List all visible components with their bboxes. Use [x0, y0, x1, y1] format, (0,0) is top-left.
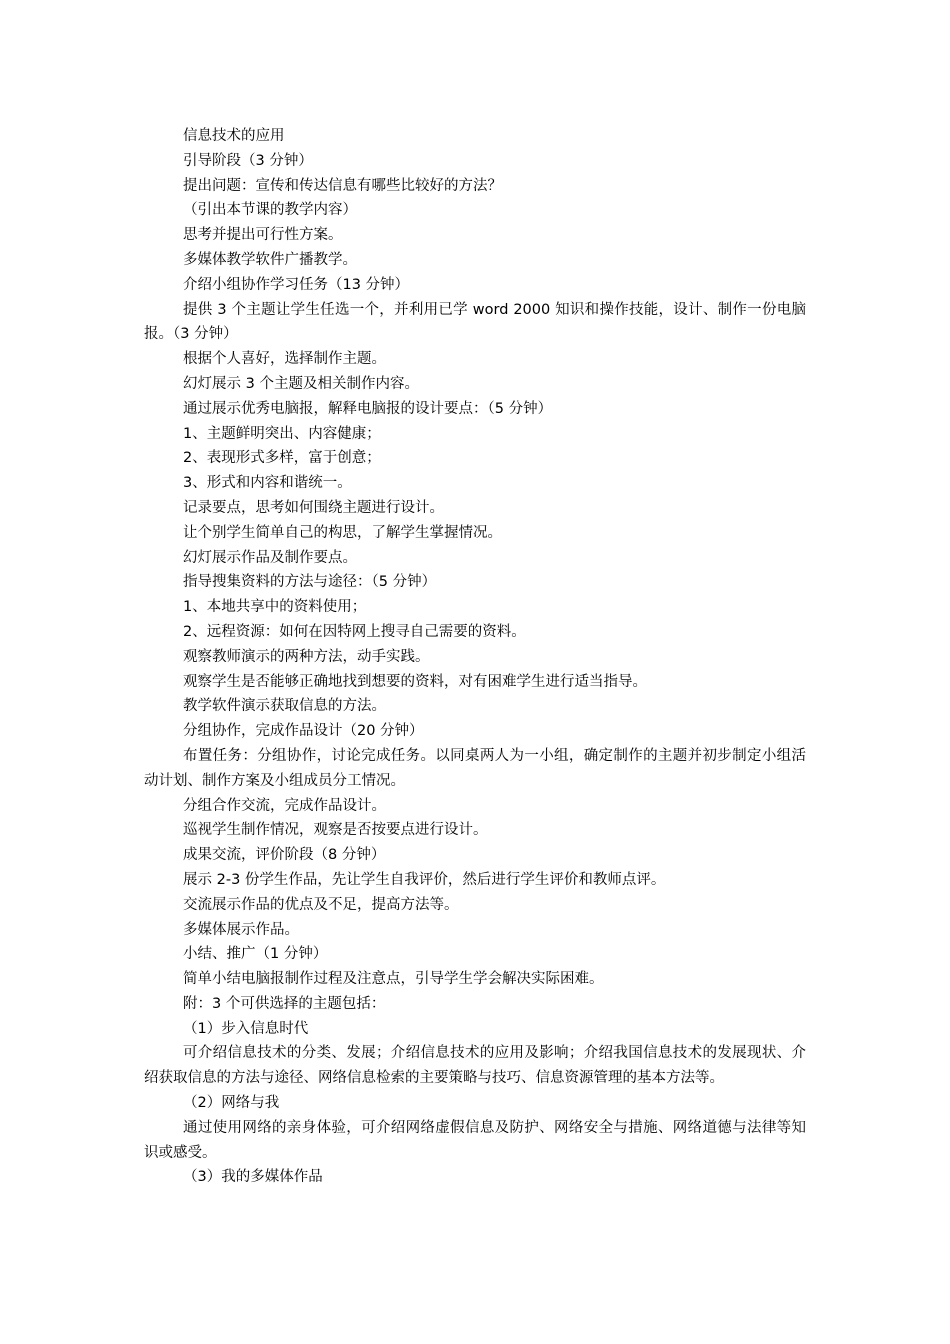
paragraph: 交流展示作品的优点及不足，提高方法等。: [183, 896, 459, 913]
paragraph: 根据个人喜好，选择制作主题。: [183, 351, 386, 368]
paragraph: 多媒体教学软件广播教学。: [183, 251, 357, 268]
paragraph: 巡视学生制作情况，观察是否按要点进行设计。: [183, 822, 488, 839]
paragraph: 1、主题鲜明突出、内容健康；: [183, 425, 381, 442]
paragraph: 可介绍信息技术的分类、发展；介绍信息技术的应用及影响；介绍我国信息技术的发展现状、介绍获取信息的方法与途径、网络信息检索的主要策略与技巧、信息资源管理的基本方法等。: [144, 1045, 806, 1087]
paragraph: 2、远程资源：如何在因特网上搜寻自己需要的资料。: [183, 623, 526, 640]
paragraph: 展示 2-3 份学生作品，先让学生自我评价，然后进行学生评价和教师点评。: [183, 871, 666, 888]
paragraph: 2、表现形式多样，富于创意；: [183, 450, 381, 467]
paragraph: 思考并提出可行性方案。: [183, 227, 343, 244]
paragraph: （引出本节课的教学内容）: [183, 202, 357, 219]
paragraph: 信息技术的应用: [183, 128, 285, 144]
paragraph: 通过使用网络的亲身体验，可介绍网络虚假信息及防护、网络安全与措施、网络道德与法律等知识或感受。: [144, 1119, 806, 1161]
paragraph: 成果交流，评价阶段（8 分钟）: [183, 847, 386, 864]
paragraph: （2）网络与我: [183, 1095, 280, 1112]
paragraph: 通过展示优秀电脑报，解释电脑报的设计要点：（5 分钟）: [183, 400, 553, 417]
paragraph: 让个别学生简单自己的构思，了解学生掌握情况。: [183, 524, 502, 541]
paragraph: 布置任务：分组协作，讨论完成任务。以同桌两人为一小组，确定制作的主题并初步制定小组活动计划、制作方案及小组成员分工情况。: [144, 747, 806, 789]
paragraph: 1、本地共享中的资料使用；: [183, 599, 367, 616]
paragraph: 观察学生是否能够正确地找到想要的资料，对有困难学生进行适当指导。: [183, 673, 647, 690]
paragraph: 附：3 个可供选择的主题包括：: [183, 995, 386, 1012]
document-body: [144, 124, 806, 1190]
paragraph: 指导搜集资料的方法与途径：（5 分钟）: [183, 574, 437, 591]
paragraph: 小结、推广（1 分钟）: [183, 946, 328, 963]
paragraph: 介绍小组协作学习任务（13 分钟）: [183, 276, 410, 293]
paragraph: （1）步入信息时代: [183, 1020, 309, 1037]
paragraph: 幻灯展示作品及制作要点。: [183, 549, 357, 566]
paragraph: 3、形式和内容和谐统一。: [183, 475, 352, 492]
paragraph: 提出问题：宣传和传达信息有哪些比较好的方法？: [183, 177, 502, 194]
paragraph: 提供 3 个主题让学生任选一个，并利用已学 word 2000 知识和操作技能，设计、制作一份电脑报。（3 分钟）: [144, 301, 806, 343]
paragraph: 记录要点，思考如何围绕主题进行设计。: [183, 499, 444, 516]
paragraph: 幻灯展示 3 个主题及相关制作内容。: [183, 375, 419, 392]
paragraph: 分组合作交流，完成作品设计。: [183, 797, 386, 814]
paragraph: 教学软件演示获取信息的方法。: [183, 698, 386, 715]
paragraph: 分组协作，完成作品设计（20 分钟）: [183, 723, 424, 740]
paragraph: 简单小结电脑报制作过程及注意点，引导学生学会解决实际困难。: [183, 971, 604, 988]
paragraph: （3）我的多媒体作品: [183, 1169, 323, 1186]
paragraph: 观察教师演示的两种方法，动手实践。: [183, 648, 430, 665]
paragraph: 引导阶段（3 分钟）: [183, 152, 313, 169]
paragraph: 多媒体展示作品。: [183, 921, 299, 938]
